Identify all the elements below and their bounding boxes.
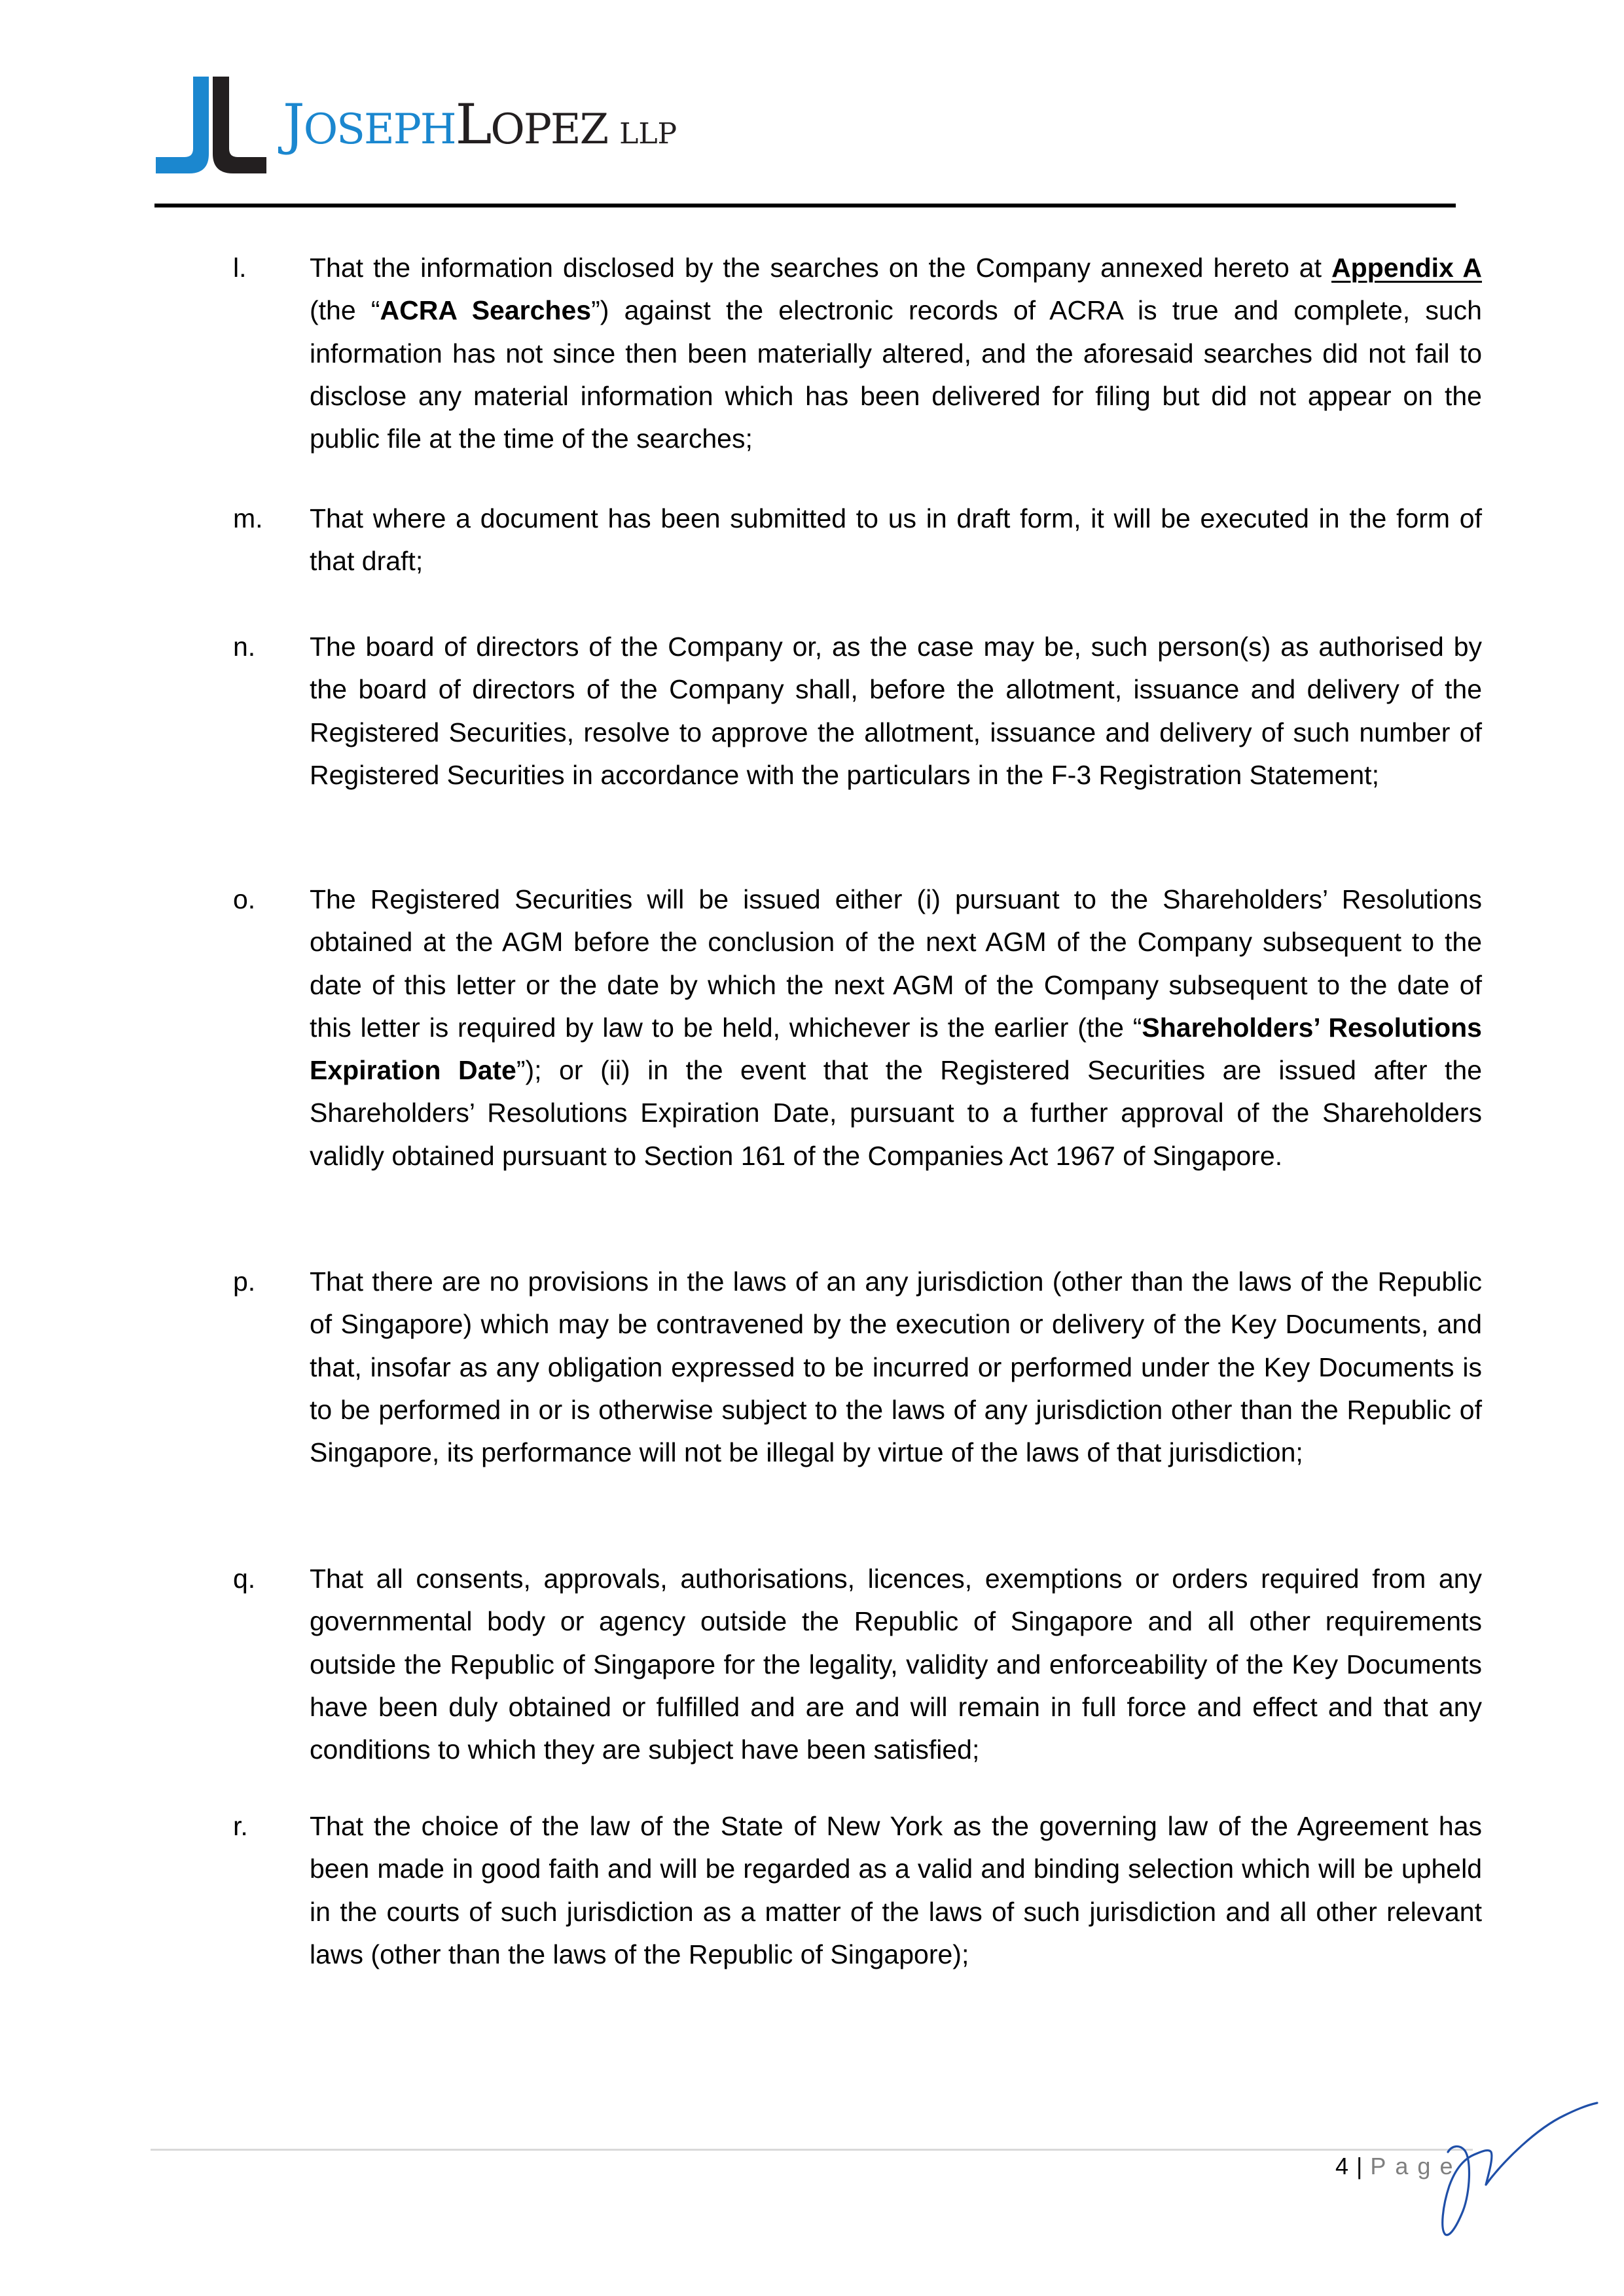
wordmark-llp: LLP — [619, 117, 677, 151]
firm-wordmark — [283, 92, 677, 156]
clause-label: m. — [233, 503, 263, 533]
page-word: Page — [1370, 2153, 1462, 2179]
clause-p — [233, 1261, 1482, 1474]
clause-label: p. — [233, 1266, 256, 1297]
clause-text — [310, 878, 1482, 1177]
clause-text — [310, 1558, 1482, 1771]
wordmark-initial-j: J — [283, 92, 304, 156]
clause-n — [233, 626, 1482, 797]
text-run: ”) against the electronic records of ACRA is true and complete, such information has not since then been materially altered, and the aforesaid searches did not fail to disclose any material information which has been delivered for filing but did not appear on the public file at the time of the searches; — [310, 295, 1482, 454]
text-run: The Registered Securities will be issued either (i) pursuant to the Shareholders’ Resolutions obtained at the AGM before the conclusion of the next AGM of the Company subsequent to the date of this letter or the date by which the next AGM of the Company subsequent to the date of this letter is required by law to be held, whichever is the earlier (the “ — [310, 884, 1482, 1043]
clause-l — [233, 247, 1482, 460]
clause-label: n. — [233, 632, 256, 662]
clause-label: o. — [233, 884, 256, 914]
appendix-a-reference: Appendix A — [1331, 253, 1482, 283]
clause-text — [310, 1261, 1482, 1474]
text-run: (the “ — [310, 295, 380, 326]
clause-o — [233, 878, 1482, 1177]
wordmark-initial-l: L — [455, 92, 491, 156]
text-run: That there are no provisions in the laws of an any jurisdiction (other than the laws of the Republic of Singapore) which may be contravened by the execution or delivery of the Key Documents, and that, insofar as any obligation expressed to be incurred or performed under the Key Documents is to be performed in or is otherwise subject to the laws of any jurisdiction other than the Republic of Singapore, its performance will not be illegal by virtue of the laws of that jurisdiction; — [310, 1266, 1482, 1468]
defined-term-acra-searches: ACRA Searches — [380, 295, 592, 326]
clause-text — [310, 497, 1482, 583]
clause-label: r. — [233, 1811, 248, 1841]
page-number-value: 4 — [1335, 2153, 1349, 2179]
text-run: That the choice of the law of the State of New York as the governing law of the Agreement has been made in good faith and will be regarded as a valid and binding selection which will be upheld in the courts of such jurisdiction as a matter of the laws of such jurisdiction and all other relevant laws (other than the laws of the Republic of Singapore); — [310, 1811, 1482, 1969]
signature-initials-icon — [1427, 2094, 1610, 2265]
clause-r — [233, 1805, 1482, 1976]
jl-logo-icon — [154, 77, 270, 175]
defined-term-expiration-date: Shareholders’ Resolutions Expiration Date — [310, 1012, 1482, 1086]
wordmark-opez: OPEZ — [490, 105, 608, 154]
clause-text — [310, 1805, 1482, 1976]
clause-label: q. — [233, 1564, 256, 1594]
text-run: That all consents, approvals, authorisations, licences, exemptions or orders required from any governmental body or agency outside the Republic of Singapore and all other requirements outside the Republic of Singapore for the legality, validity and enforceability of the Key Documents have been duly obtained or fulfilled and are and will remain in full force and effect and that any conditions to which they are subject have been satisfied; — [310, 1564, 1482, 1765]
text-run: That the information disclosed by the searches on the Company annexed hereto at — [310, 253, 1332, 283]
clause-text — [310, 626, 1482, 797]
clause-label: l. — [233, 253, 247, 283]
header-divider — [154, 204, 1456, 207]
clause-text — [310, 247, 1482, 460]
wordmark-oseph: OSEPH — [303, 105, 456, 154]
text-run: That where a document has been submitted to us in draft form, it will be executed in the form of that draft; — [310, 503, 1482, 577]
text-run: ”); or (ii) in the event that the Registered Securities are issued after the Shareholders’ Resolutions Expiration Date, pursuant to a further approval of the Shareholders validly obtained pursuant to Section 161 of the Companies Act 1967 of Singapore. — [310, 1055, 1483, 1171]
clause-m — [233, 497, 1482, 583]
page-number-separator: | — [1356, 2153, 1363, 2179]
footer-divider — [151, 2149, 1473, 2151]
text-run: The board of directors of the Company or, as the case may be, such person(s) as authorised by the board of directors of the Company shall, before the allotment, issuance and delivery of the Registered Securities, resolve to approve the allotment, issuance and delivery of such number of Registered Securities in accordance with the particulars in the F-3 Registration Statement; — [310, 632, 1482, 790]
clause-q — [233, 1558, 1482, 1771]
